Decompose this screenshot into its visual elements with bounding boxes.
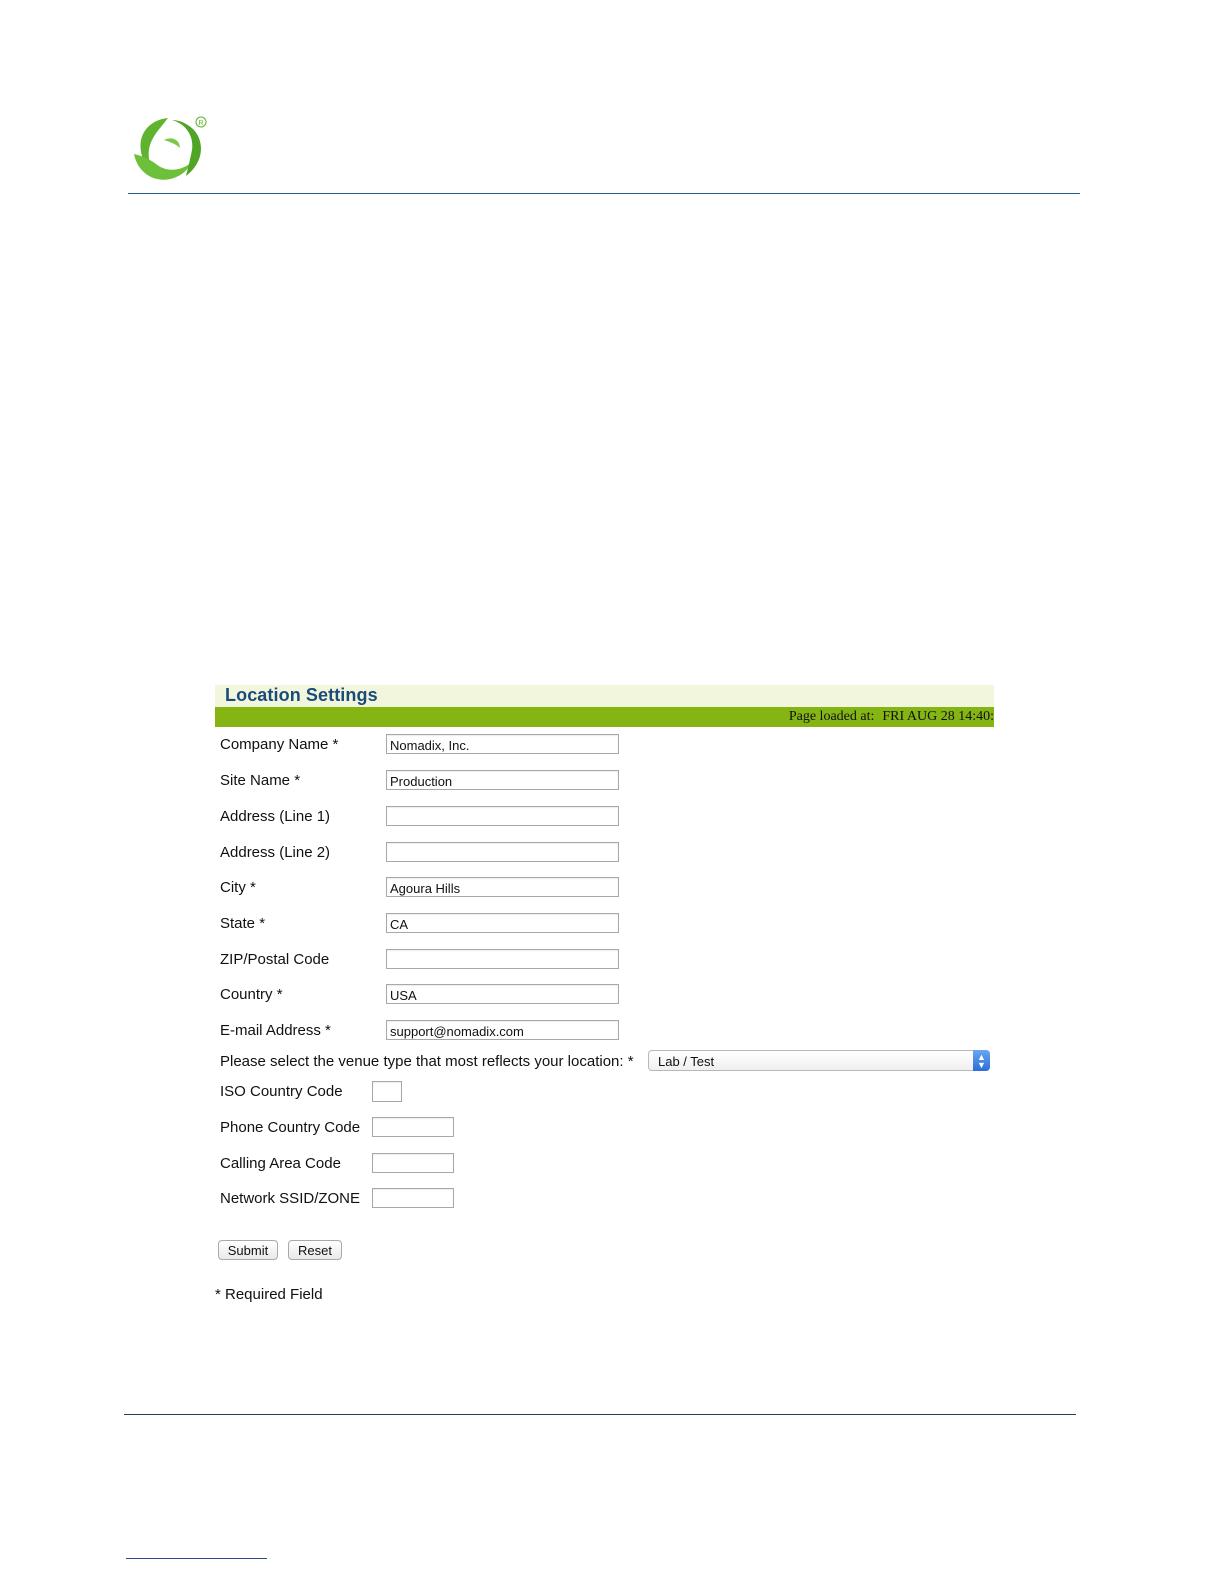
- iso-country-code-label: ISO Country Code: [220, 1083, 343, 1100]
- reset-button[interactable]: Reset: [288, 1240, 342, 1260]
- site-name-input[interactable]: Production: [386, 770, 619, 790]
- email-row: [215, 1020, 994, 1042]
- footnote-rule: [126, 1558, 267, 1559]
- site-name-row: [215, 770, 994, 792]
- city-row: [215, 877, 994, 899]
- state-label: State *: [220, 915, 266, 932]
- company-name-input[interactable]: Nomadix, Inc.: [386, 734, 619, 754]
- calling-area-code-row: [215, 1153, 994, 1175]
- page-loaded-value: FRI AUG 28 14:40:: [882, 709, 994, 724]
- phone-country-code-input[interactable]: [372, 1117, 454, 1137]
- title-bar: [215, 685, 994, 707]
- iso-country-code-input[interactable]: [372, 1081, 402, 1102]
- company-name-label: Company Name *: [220, 736, 339, 753]
- form-buttons: [215, 1240, 994, 1262]
- phone-country-code-row: [215, 1117, 994, 1139]
- location-settings-panel: [215, 685, 994, 1303]
- footer-divider: [124, 1414, 1076, 1415]
- company-name-row: [215, 734, 994, 756]
- country-row: [215, 984, 994, 1006]
- nomadix-swirl-logo-icon: [128, 112, 214, 188]
- zip-label: ZIP/Postal Code: [220, 951, 330, 968]
- venue-label: Please select the venue type that most reflects your location: *: [220, 1053, 634, 1070]
- country-label: Country *: [220, 986, 283, 1003]
- email-input[interactable]: support@nomadix.com: [386, 1020, 619, 1040]
- city-input[interactable]: Agoura Hills: [386, 877, 619, 897]
- calling-area-code-label: Calling Area Code: [220, 1155, 341, 1172]
- page-loaded-timestamp: [789, 709, 994, 725]
- header-divider: [128, 193, 1080, 194]
- address-line2-row: [215, 842, 994, 864]
- phone-country-code-label: Phone Country Code: [220, 1119, 361, 1136]
- venue-selected-value: Lab / Test: [658, 1054, 715, 1069]
- select-arrows-icon: ▲ ▼: [973, 1050, 990, 1071]
- iso-country-code-row: [215, 1081, 994, 1103]
- network-ssid-zone-label: Network SSID/ZONE: [220, 1190, 361, 1207]
- network-ssid-zone-input[interactable]: [372, 1188, 454, 1208]
- nomadix-logo: [128, 112, 214, 188]
- country-input[interactable]: USA: [386, 984, 619, 1004]
- city-label: City *: [220, 879, 256, 896]
- address-line2-input[interactable]: [386, 842, 619, 862]
- zip-input[interactable]: [386, 949, 619, 969]
- address-line1-label: Address (Line 1): [220, 808, 331, 825]
- venue-type-select[interactable]: [648, 1050, 990, 1071]
- submit-button[interactable]: Submit: [218, 1240, 278, 1260]
- zip-row: [215, 949, 994, 971]
- venue-row: [215, 1051, 994, 1073]
- registered-mark: R: [198, 120, 204, 127]
- state-input[interactable]: CA: [386, 913, 619, 933]
- address-line1-input[interactable]: [386, 806, 619, 826]
- status-bar: [215, 707, 994, 727]
- calling-area-code-input[interactable]: [372, 1153, 454, 1173]
- state-row: [215, 913, 994, 935]
- page-loaded-label: Page loaded at:: [788, 709, 875, 724]
- site-name-label: Site Name *: [220, 772, 301, 789]
- address-line1-row: [215, 806, 994, 828]
- page-title: Location Settings: [225, 685, 378, 705]
- network-ssid-zone-row: [215, 1188, 994, 1210]
- email-label: E-mail Address *: [220, 1022, 331, 1039]
- required-field-note: * Required Field: [215, 1286, 323, 1303]
- address-line2-label: Address (Line 2): [220, 844, 331, 861]
